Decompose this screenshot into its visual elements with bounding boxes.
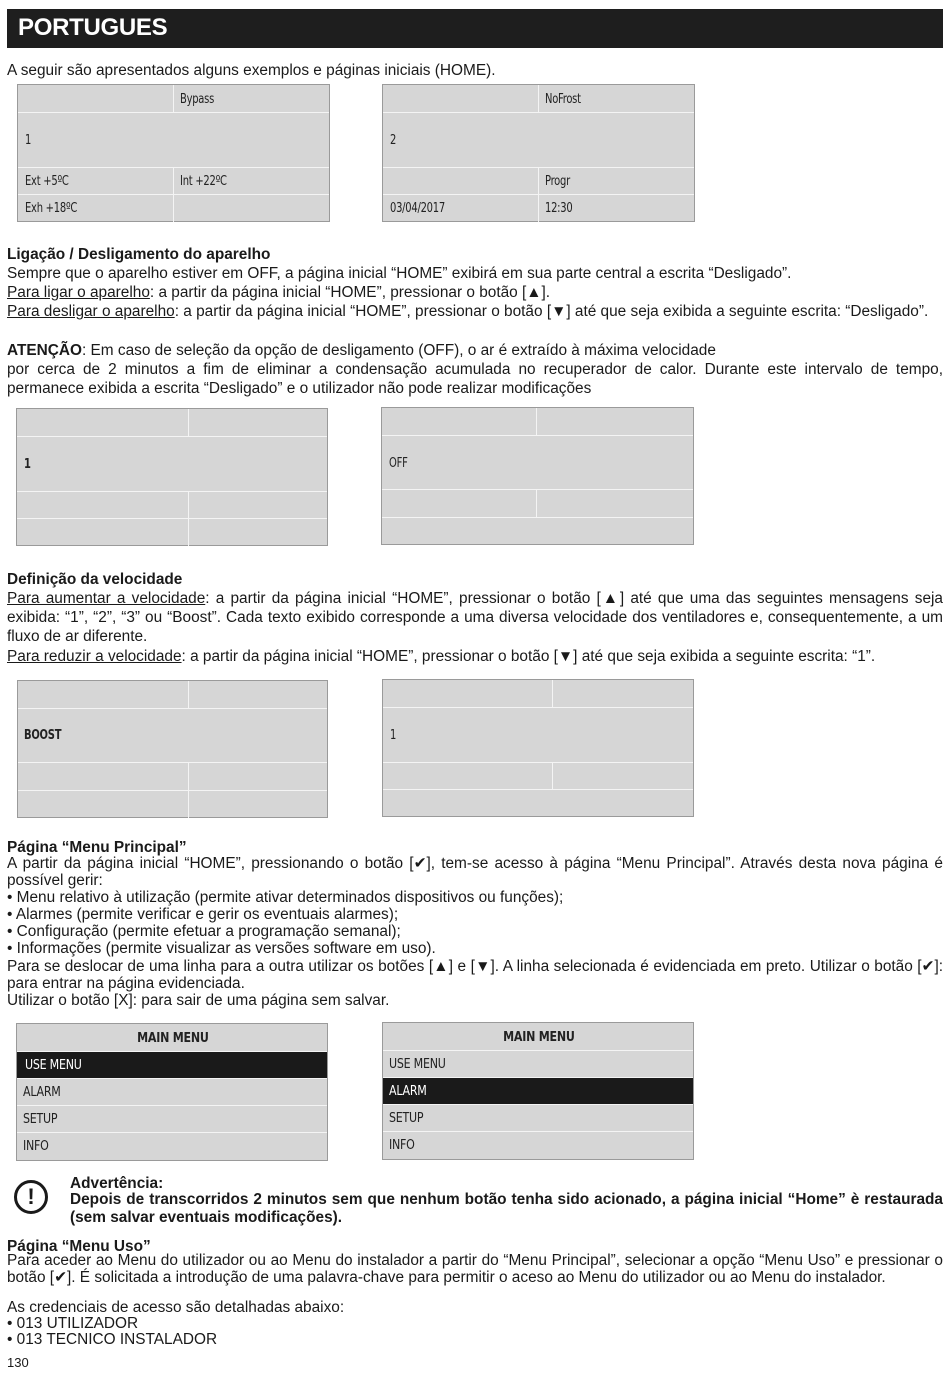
boost-value: BOOST [24,727,62,743]
menu-bullet-1: • Menu relativo à utilização (permite ativar determinados dispositivos ou funções); [7,889,564,906]
menu-item-setup[interactable] [383,1105,693,1132]
intro-text: A seguir são apresentados alguns exemplos e páginas iniciais (HOME). [7,62,496,79]
menu-item-label: USE MENU [25,1057,82,1073]
menu-item-label: USE MENU [389,1056,446,1072]
menu-item-label: ALARM [23,1084,61,1100]
language-title: PORTUGUES [18,14,168,41]
menu-item-setup[interactable] [17,1106,327,1133]
date-value: 03/04/2017 [390,200,445,216]
menu-bullet-2: • Alarmes (permite verificar e gerir os eventuais alarmes); [7,906,399,923]
menu-item-label: SETUP [23,1111,58,1127]
section-header [7,9,943,48]
off-value: OFF [389,455,408,471]
down-text: : a partir da página inicial “HOME”, pressionar o botão [▼] até que seja exibida a seguinte escrita: “1”. [181,648,876,665]
progr-label: Progr [545,173,570,189]
speed-value: 1 [390,727,397,743]
speed-value: 1 [24,456,31,472]
onoff-heading: Ligação / Desligamento do aparelho [7,246,271,263]
onoff-screen-right [381,407,694,545]
on-text: : a partir da página inicial “HOME”, pressionar o botão [▲]. [149,284,551,301]
speed-heading: Definição da velocidade [7,571,183,588]
credential-installer: • 013 TECNICO INSTALADOR [7,1331,218,1348]
attention-line [7,341,943,360]
warning-text: Depois de transcorridos 2 minutos sem que nenhum botão tenha sido acionado, a página inicial “Home” è restaurada (sem salvar eventuais modificações). [70,1191,943,1226]
speed-down-instruction [7,647,943,666]
time-value: 12:30 [545,200,573,216]
menu-p2: Para se deslocar de uma linha para a outra utilizar os botões [▲] e [▼]. A linha selecionada é evidenciada em preto. Utilizar o botão [✔]: para entrar na página evidenciada. [7,958,943,992]
attention-text2: por cerca de 2 minutos a fim de eliminar a condensação acumulada no recuperador de calor. Durante este intervalo de tempo, permanece exibida a escrita “Desligado” e o utilizador não pode realizar modificações [7,361,943,397]
main-menu-screen-right [382,1022,694,1160]
up-link: Para aumentar a velocidade [7,590,206,607]
main-menu-title: MAIN MENU [503,1029,575,1045]
exh-temp: Exh +18ºC [25,200,78,216]
menu-heading: Página “Menu Principal” [7,839,187,856]
up-text: : a partir da página inicial “HOME”, pressionar o botão [▲] até que uma das seguintes mensagens seja exibida: “1”, “2”, “3” ou “Boost”. Cada texto exibido corresponde a uma diversa velocidade dos ventiladores e, consequentemente, a um fluxo de ar diferente. [7,590,943,645]
attention-text: : Em caso de seleção da opção de desligamento (OFF), o ar é extraído à máxima velocidade [81,342,716,359]
on-link: Para ligar o aparelho [7,284,150,301]
usemenu-p1: Para aceder ao Menu do utilizador ou ao Menu do instalador a partir do “Menu Principal”, selecionar a opção “Menu Uso” e pressionar o botão [✔]. É solicitada a introdução de uma palavra-chave para permitir o aceso ao Menu do utilizador ou ao Menu do instalador. [7,1252,943,1286]
main-menu-title: MAIN MENU [137,1030,209,1046]
bypass-label: Bypass [180,91,215,107]
menu-item-alarm[interactable] [17,1079,327,1106]
usemenu-heading: Página “Menu Uso” [7,1238,151,1255]
menu-bullet-4: • Informações (permite visualizar as versões software em uso). [7,940,436,957]
home-screen-right [382,84,695,222]
onoff-off-instruction [7,302,943,321]
menu-item-info[interactable] [17,1133,327,1160]
onoff-line1: Sempre que o aparelho estiver em OFF, a página inicial “HOME” exibirá em sua parte central a escrita “Desligado”. [7,265,792,282]
usemenu-p2: As credenciais de acesso são detalhadas abaixo: [7,1299,345,1316]
menu-item-label: INFO [389,1137,415,1153]
speed-value: 1 [25,132,32,148]
menu-p3: Utilizar o botão [X]: para sair de uma página sem salvar. [7,992,390,1009]
onoff-screen-left [16,408,328,546]
onoff-on-instruction [7,283,943,302]
off-text: : a partir da página inicial “HOME”, pressionar o botão [▼] até que seja exibida a seguinte escrita: “Desligado”. [174,303,929,320]
speed-screen-left [17,680,328,818]
menu-item-label: SETUP [389,1110,424,1126]
speed-up-instruction [7,589,943,646]
menu-item-label: ALARM [389,1083,427,1099]
speed-screen-right [382,679,694,817]
off-link: Para desligar o aparelho [7,303,175,320]
home-screen-left [17,84,330,222]
menu-bullet-3: • Configuração (permite efetuar a programação semanal); [7,923,401,940]
exclamation-circle-icon: ! [14,1180,48,1214]
nofrost-label: NoFrost [545,91,581,107]
ext-temp: Ext +5ºC [25,173,69,189]
int-temp: Int +22ºC [180,173,227,189]
down-link: Para reduzir a velocidade [7,648,182,665]
page-number: 130 [7,1355,29,1370]
menu-p1: A partir da página inicial “HOME”, pressionando o botão [✔], tem-se acesso à página “Menu Principal”. Através desta nova página é possível gerir: [7,855,943,889]
menu-item-info[interactable] [383,1132,693,1159]
credential-user: • 013 UTILIZADOR [7,1315,139,1332]
speed-value: 2 [390,132,397,148]
warning-title: Advertência: [70,1175,164,1192]
menu-item-alarm[interactable] [383,1078,693,1105]
attention-label: ATENÇÃO [7,342,82,359]
menu-item-use-menu[interactable] [17,1052,327,1079]
menu-item-use-menu[interactable] [383,1051,693,1078]
menu-item-label: INFO [23,1138,49,1154]
main-menu-screen-left [16,1023,328,1161]
